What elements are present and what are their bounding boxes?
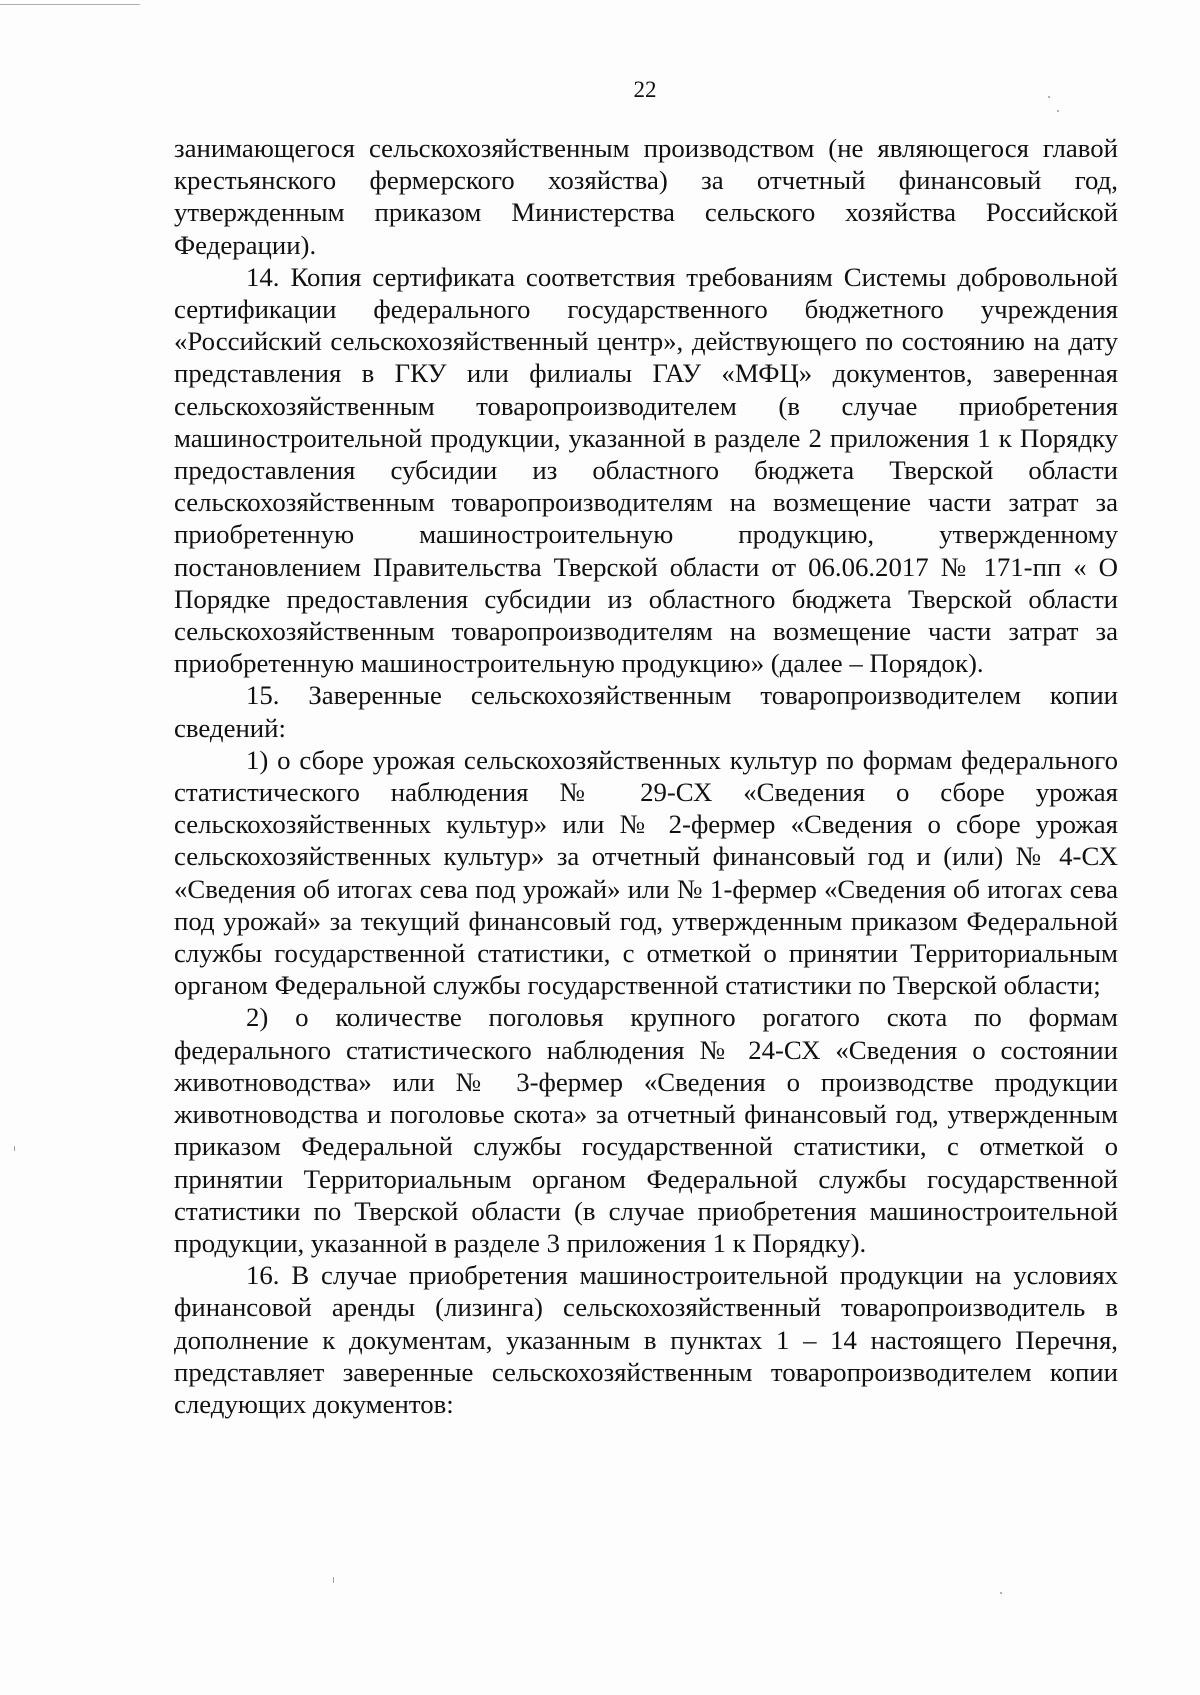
paragraph-item-14: 14. Копия сертификата соответствия требованиям Системы добровольной сертификации федерального государственного бюджетного учреждения «Российский сельскохозяйственный центр», действующего по состоянию на дату представления в ГКУ или филиалы ГАУ «МФЦ» документов, заверенная сельскохозяйственным товаропроизводителем (в случае приобретения машиностроительной продукции, указанной в разделе 2 приложения 1 к Порядку предоставления субсидии из областного бюджета Тверской области сельскохозяйственным товаропроизводителям на возмещение части затрат за приобретенную машиностроительную продукцию, утвержденному постановлением Правительства Тверской области от 06.06.2017 № 171-пп « О Порядке предоставления субсидии из областного бюджета Тверской области сельскохозяйственным товаропроизводителям на возмещение части затрат за приобретенную машиностроительную продукцию» (далее – Порядок). xyxy=(174,261,1118,679)
page-number: 22 xyxy=(633,77,657,102)
scan-speck xyxy=(1048,96,1050,98)
paragraph-item-16: 16. В случае приобретения машиностроительной продукции на условиях финансовой аренды (лизинга) сельскохозяйственный товаропроизводитель в дополнение к документам, указанным в пунктах 1 – 14 настоящего Перечня, представляет заверенные сельскохозяйственным товаропроизводителем копии следующих документов: xyxy=(174,1260,1118,1419)
paragraph-continuation: занимающегося сельскохозяйственным производством (не являющегося главой крестьянского фермерского хозяйства) за отчетный финансовый год, утвержденным приказом Министерства сельского хозяйства Российской Федерации). xyxy=(174,133,1118,260)
scan-speck xyxy=(1000,1592,1002,1594)
scan-speck xyxy=(333,1577,334,1583)
paragraph-item-15: 15. Заверенные сельскохозяйственным товаропроизводителем копии сведений: xyxy=(174,680,1118,743)
paragraph-item-15-2: 2) о количестве поголовья крупного рогатого скота по формам федерального статистического наблюдения № 24-СХ «Сведения о состоянии животноводства» или № 3-фермер «Сведения о производстве продукции животноводства и поголовье скота» за отчетный финансовый год, утвержденным приказом Федеральной службы государственной статистики, с отметкой о принятии Территориальным органом Федеральной службы государственной статистики по Тверской области (в случае приобретения машиностроительной продукции, указанной в разделе 3 приложения 1 к Порядку). xyxy=(174,1002,1118,1258)
scan-speck xyxy=(14,1146,15,1151)
paragraph-item-15-1: 1) о сборе урожая сельскохозяйственных культур по формам федерального статистического наблюдения № 29-СХ «Сведения о сборе урожая сельскохозяйственных культур» или № 2-фермер «Сведения о сборе урожая сельскохозяйственных культур» за отчетный финансовый год и (или) № 4-СХ «Сведения об итогах сева под урожай» или № 1-фермер «Сведения об итогах сева под урожай» за текущий финансовый год, утвержденным приказом Федеральной службы государственной статистики, с отметкой о принятии Территориальным органом Федеральной службы государственной статистики по Тверской области; xyxy=(174,744,1118,1001)
scan-edge-line xyxy=(0,4,140,5)
document-body xyxy=(174,132,1118,1420)
scan-speck xyxy=(1057,110,1059,112)
